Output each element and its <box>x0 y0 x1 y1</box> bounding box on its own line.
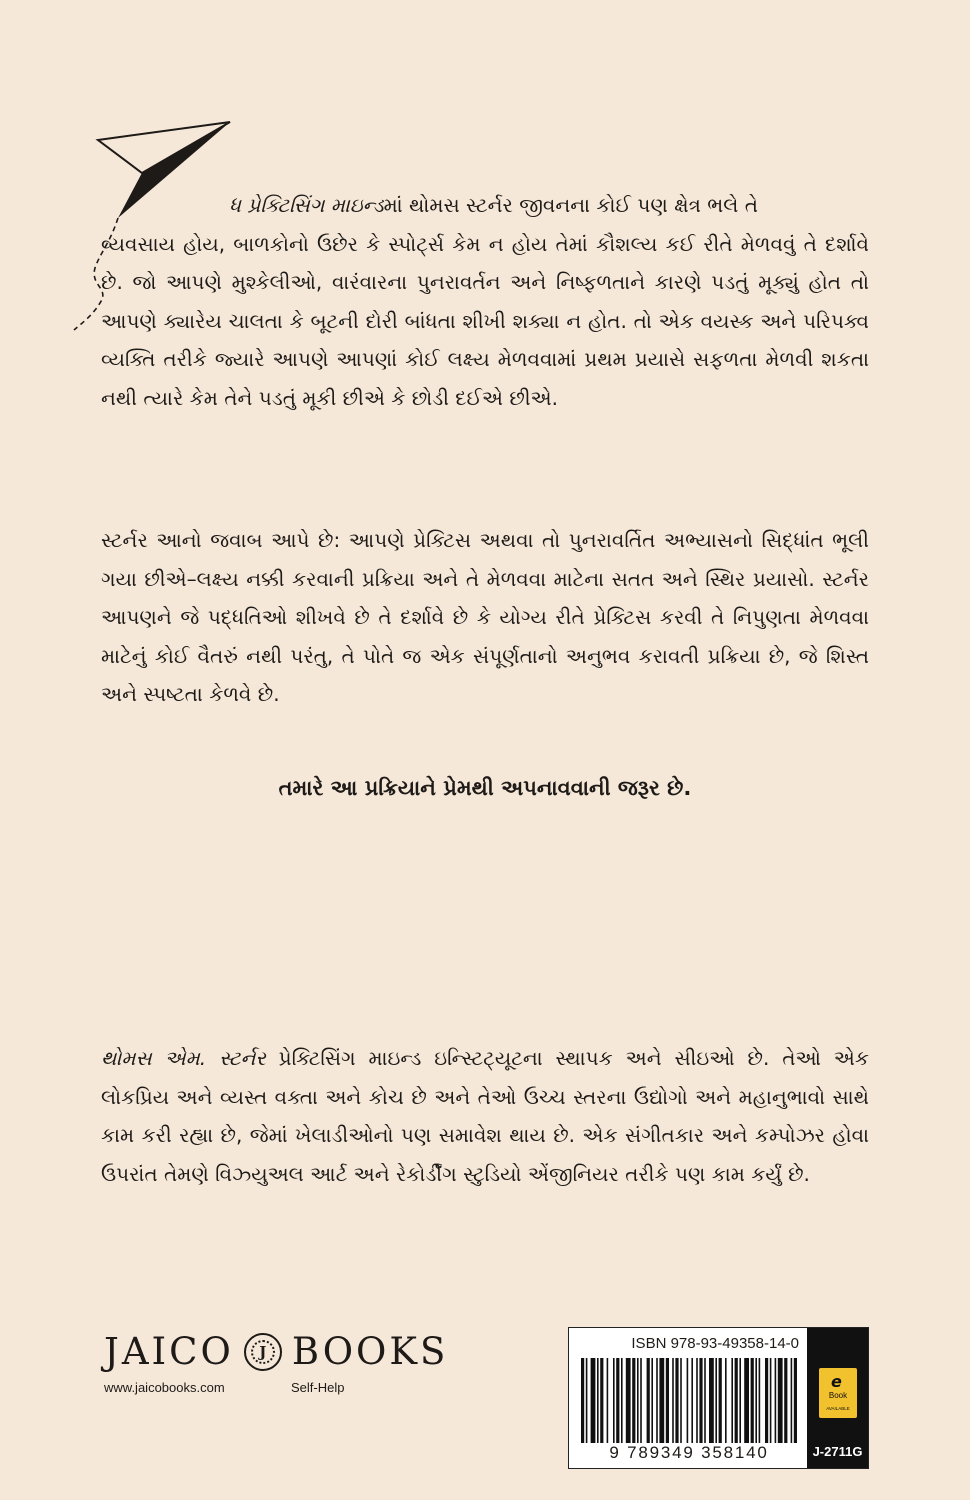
blurb-paragraph-1 <box>101 186 869 417</box>
ebook-panel <box>807 1328 868 1468</box>
ebook-icon: e Book AVAILABLE <box>819 1368 857 1418</box>
book-title: ધ પ્રેક્ટિસિંગ માઇન્ડ <box>229 193 384 217</box>
publisher-logo <box>104 1330 448 1373</box>
author-name: થોમસ એમ. સ્ટર્નર <box>101 1046 266 1070</box>
barcode-digits: 9 789349 358140 <box>609 1443 769 1462</box>
publisher-website: www.jaicobooks.com <box>104 1380 225 1395</box>
book-category: Self-Help <box>291 1380 345 1395</box>
author-bio-text: પ્રેક્ટિસિંગ માઇન્ડ ઇન્સ્ટિટ્યૂટના સ્થાપક અને સીઇઓ છે. તેઓ એક લોકપ્રિય અને વ્યસ્ત વક્તા અને કોચ છે અને તેઓ ઉચ્ચ સ્તરના ઉદ્યોગો અને મહાનુભાવો સાથે કામ કરી રહ્યા છે, જેમાં ખેલાડીઓનો પણ સમાવેશ થાય છે. એક સંગીતકાર અને કમ્પોઝર હોવા ઉપરાંત તેમણે વિઝ્યુઅલ આર્ટ અને રેકોર્ડીંગ સ્ટુડિયો એંજીનિયર તરીકે પણ કામ કર્યું છે. <box>101 1046 869 1186</box>
author-bio <box>101 1039 869 1193</box>
blurb-text: માં થોમસ સ્ટર્નર જીવનના કોઈ પણ ક્ષેત્ર ભલે તે <box>383 193 759 217</box>
isbn-block <box>568 1327 869 1469</box>
jaico-seal-icon: J <box>244 1333 282 1371</box>
catalog-code: J-2711G <box>812 1444 863 1459</box>
isbn-label: ISBN 978-93-49358-14-0 <box>631 1335 799 1352</box>
publisher-name-left: JAICO <box>104 1330 234 1373</box>
barcode <box>577 1358 801 1443</box>
blurb-paragraph-2: સ્ટર્નર આનો જવાબ આપે છે: આપણે પ્રેક્ટિસ અથવા તો પુનરાવર્તિત અભ્યાસનો સિદ્ધાંત ભૂલી ગયા છીએ–લક્ષ્ય નક્કી કરવાની પ્રક્રિયા અને તે મેળવવા માટેના સતત અને સ્થિર પ્રયાસો. સ્ટર્નર આપણને જે પદ્ધતિઓ શીખવે છે તે દર્શાવે છે કે યોગ્ય રીતે પ્રેક્ટિસ કરવી તે નિપુણતા મેળવવા માટેનું કોઈ વૈતરું નથી પરંતુ, તે પોતે જ એક સંપૂર્ણતાનો અનુભવ કરાવતી પ્રક્રિયા છે, જે શિસ્ત અને સ્પષ્ટતા કેળવે છે. <box>101 528 869 706</box>
publisher-name-right: BOOKS <box>291 1330 449 1373</box>
tagline: તમારે આ પ્રક્રિયાને પ્રેમથી અપનાવવાની જરૂર છે. <box>278 776 692 800</box>
blurb-text: વ્યવસાય હોય, બાળકોનો ઉછેર કે સ્પોર્ટ્સ કેમ ન હોય તેમાં કૌશલ્ય કઈ રીતે મેળવવું તે દર્શાવે છે. જો આપણે મુશ્કેલીઓ, વારંવારના પુનરાવર્તન અને નિષ્ફળતાને કારણે પડતું મૂક્યું હોત તો આપણે ક્યારેય ચાલતા કે બૂટની દોરી બાંધતા શીખી શક્યા ન હોત. તો એક વયસ્ક અને પરિપક્વ વ્યક્તિ તરીકે જ્યારે આપણે આપણાં કોઈ લક્ષ્ય મેળવવામાં પ્રથમ પ્રયાસે સફળતા મેળવી શકતા નથી ત્યારે કેમ તેને પડતું મૂકી છીએ કે છોડી દઈએ છીએ. <box>101 231 869 410</box>
